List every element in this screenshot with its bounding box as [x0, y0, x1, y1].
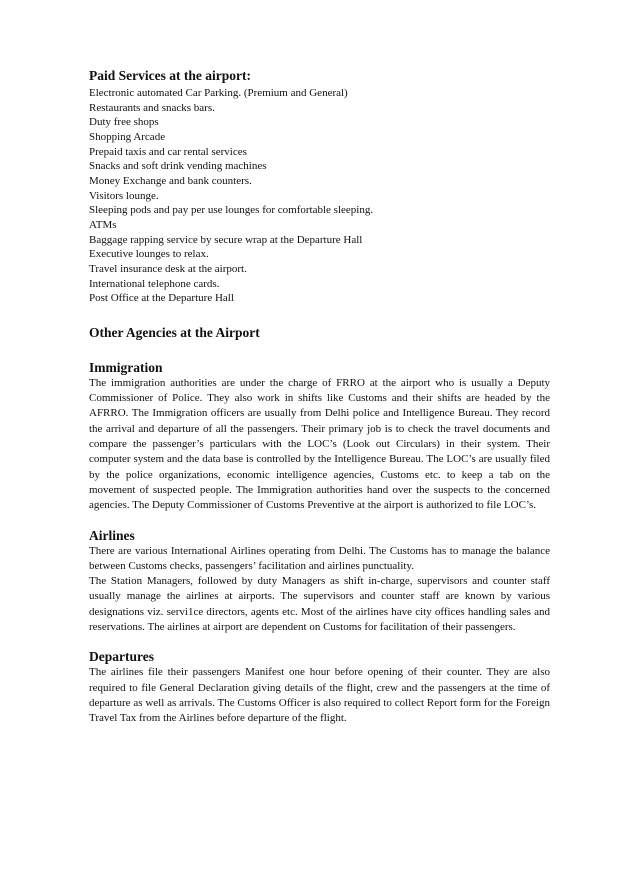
list-item: Snacks and soft drink vending machines [89, 160, 267, 173]
list-item: Post Office at the Departure Hall [89, 292, 234, 305]
paid-services-heading: Paid Services at the airport: [89, 68, 251, 83]
immigration-paragraph: The immigration authorities are under the charge of FRRO at the airport who is usually a Deputy Commissioner of Police. They also work in shifts like Customs and their shifts are headed by the AFRRO. The Immigration officers are usually from Delhi police and Intelligence Bureau. They record the arrival and departure of all the passengers. Their primary job is to check the travel documents and compare the passenger’s particulars with the LOC’s (Look out Circulars) in their system. Their computer system and the data base is controlled by the Intelligence Bureau. The LOC’s are usually filed by the police organizations, economic intelligence agencies, Customs etc. to keep a tab on the movement of suspected people. The Immigration authorities hand over the suspects to the concerned agencies. The Deputy Commissioner of Customs Preventive at the airport is authorized to file LOC’s. [89, 376, 550, 512]
list-item: ATMs [89, 218, 117, 231]
document-page [89, 68, 550, 726]
immigration-heading: Immigration [89, 359, 163, 375]
list-item: Baggage rapping service by secure wrap at the Departure Hall [89, 233, 363, 246]
airlines-paragraph-2: The Station Managers, followed by duty Managers as shift in-charge, supervisors and counter staff usually manage the airlines at airports. The supervisors and counter staff are known by various designations viz. servi1ce directors, agents etc. Most of the airlines have city offices handling sales and reservations. The airlines at airport are dependent on Customs for facilitation of their passengers. [89, 575, 550, 633]
airlines-paragraph-1: There are various International Airlines operating from Delhi. The Customs has to manage the balance between Customs checks, passengers’ facilitation and airlines punctuality. [89, 544, 550, 572]
list-item: Money Exchange and bank counters. [89, 174, 252, 187]
list-item: Duty free shops [89, 116, 159, 129]
list-item: Electronic automated Car Parking. (Premium and General) [89, 87, 348, 99]
departures-paragraph: The airlines file their passengers Manifest one hour before opening of their counter. They are also required to file General Declaration giving details of the flight, crew and the passengers at the time of departure as well as arrivals. The Customs Officer is also required to collect Report form for the Foreign Travel Tax from the Airlines before departure of the flight. [89, 666, 550, 725]
departures-heading: Departures [89, 649, 154, 665]
other-agencies-heading: Other Agencies at the Airport [89, 324, 260, 340]
list-item: Travel insurance desk at the airport. [89, 262, 247, 275]
list-item: Executive lounges to relax. [89, 248, 209, 261]
list-item: International telephone cards. [89, 277, 220, 290]
list-item: Visitors lounge. [89, 189, 159, 202]
list-item: Prepaid taxis and car rental services [89, 145, 247, 158]
list-item: Shopping Arcade [89, 130, 166, 143]
airlines-heading: Airlines [89, 527, 135, 543]
list-item: Restaurants and snacks bars. [89, 101, 215, 114]
list-item: Sleeping pods and pay per use lounges for comfortable sleeping. [89, 204, 374, 217]
paid-services-list [89, 86, 550, 306]
